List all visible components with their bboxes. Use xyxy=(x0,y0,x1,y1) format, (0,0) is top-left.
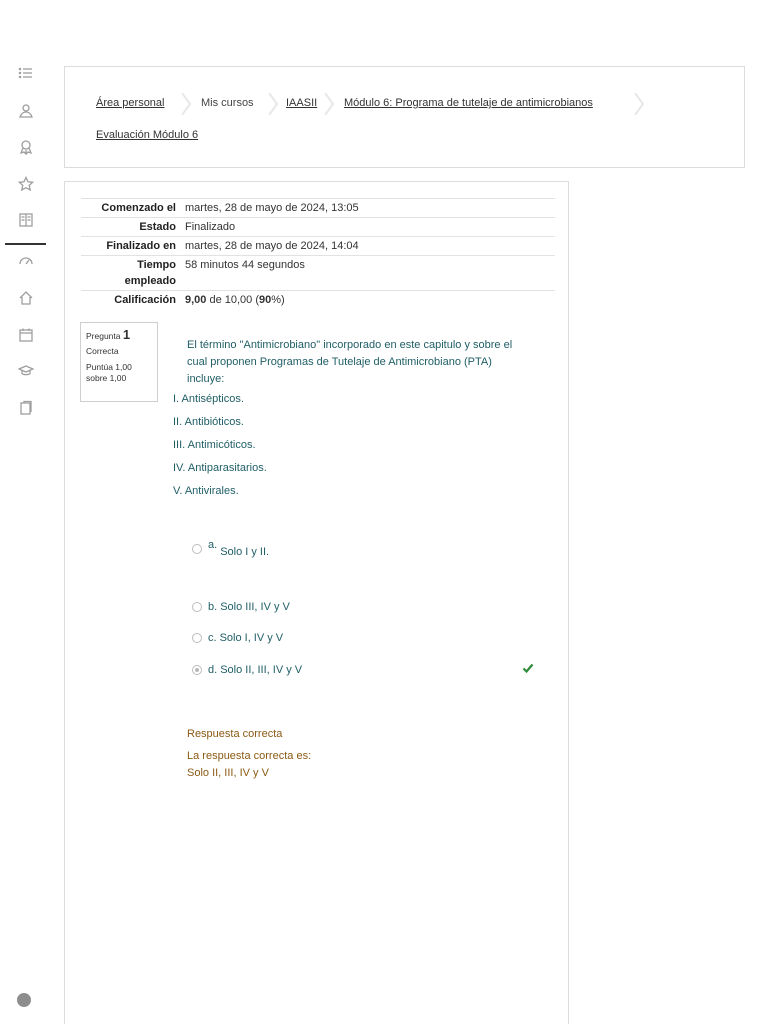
summary-label-line: empleado xyxy=(124,275,176,287)
question-number xyxy=(86,329,152,342)
correct-check-icon xyxy=(522,662,534,674)
home-icon[interactable] xyxy=(15,287,37,309)
award-icon[interactable] xyxy=(15,136,37,158)
accessibility-icon[interactable] xyxy=(17,993,31,1007)
summary-label: Comenzado el xyxy=(101,202,176,214)
breadcrumb-evaluacion[interactable]: Evaluación Módulo 6 xyxy=(96,129,199,141)
option-line: IV. Antiparasitarios. xyxy=(173,462,267,474)
book-icon[interactable] xyxy=(15,209,37,231)
answer-letter: b. xyxy=(208,601,218,613)
answer-option-a[interactable] xyxy=(192,539,270,558)
option-line: V. Antivirales. xyxy=(173,485,239,497)
sidebar-active-indicator xyxy=(5,243,46,245)
summary-row-time xyxy=(81,255,555,290)
summary-row-started xyxy=(81,198,555,217)
question-state: Correcta xyxy=(86,346,119,356)
summary-label: Finalizado en xyxy=(106,240,176,252)
chevron-right-icon xyxy=(181,93,191,115)
grade-mid: de 10,00 ( xyxy=(206,294,260,306)
summary-row-finished xyxy=(81,236,555,255)
feedback-title: Respuesta correcta xyxy=(187,728,283,740)
breadcrumb xyxy=(64,66,745,168)
question-text: El término "Antimicrobiano" incorporado en este capitulo y sobre el cual proponen Programas de Tutelaje de Antimicrobiano (PTA) incluye: xyxy=(187,339,513,385)
breadcrumb-mis-cursos[interactable]: Mis cursos xyxy=(201,97,254,109)
answer-option-d[interactable] xyxy=(192,664,302,676)
quiz-review-panel xyxy=(64,181,569,1024)
points-line: Puntúa 1,00 xyxy=(86,362,132,372)
answer-option-c[interactable] xyxy=(192,632,283,644)
summary-label xyxy=(81,257,185,289)
option-line: III. Antimicóticos. xyxy=(173,439,256,451)
question-num: 1 xyxy=(122,327,131,342)
summary-row-grade xyxy=(81,290,555,309)
answer-letter: a. xyxy=(208,539,218,551)
grade-end: %) xyxy=(271,294,285,306)
answer-letter: c. xyxy=(208,632,217,644)
summary-label-line: Tiempo xyxy=(137,259,176,271)
summary-label: Estado xyxy=(139,221,176,233)
radio-button-checked[interactable] xyxy=(192,665,202,675)
summary-value: martes, 28 de mayo de 2024, 13:05 xyxy=(185,202,359,214)
answer-text: Solo I, IV y V xyxy=(219,632,284,644)
feedback-answer: Solo II, III, IV y V xyxy=(187,767,269,779)
points-line: sobre 1,00 xyxy=(86,373,127,383)
answer-letter: d. xyxy=(208,664,218,676)
question-info-box xyxy=(80,322,158,402)
chevron-right-icon xyxy=(324,93,334,115)
dashboard-icon[interactable] xyxy=(15,250,37,272)
question-label: Pregunta xyxy=(86,331,121,341)
breadcrumb-area-personal[interactable]: Área personal xyxy=(96,97,165,109)
document-icon[interactable] xyxy=(15,397,37,419)
attempt-summary-table xyxy=(81,198,555,309)
chevron-right-icon xyxy=(268,93,278,115)
radio-button[interactable] xyxy=(192,544,202,554)
summary-value xyxy=(185,292,555,308)
radio-button[interactable] xyxy=(192,602,202,612)
radio-button[interactable] xyxy=(192,633,202,643)
answer-text: Solo I y II. xyxy=(220,546,270,558)
option-line: I. Antisépticos. xyxy=(173,393,244,405)
answer-text: Solo II, III, IV y V xyxy=(220,664,303,676)
summary-label: Calificación xyxy=(114,294,176,306)
summary-row-state xyxy=(81,217,555,236)
summary-value: 58 minutos 44 segundos xyxy=(185,259,305,271)
summary-value: Finalizado xyxy=(185,221,236,233)
breadcrumb-iaasii[interactable]: IAASII xyxy=(286,97,318,109)
summary-value: martes, 28 de mayo de 2024, 14:04 xyxy=(185,240,359,252)
breadcrumb-modulo-6[interactable]: Módulo 6: Programa de tutelaje de antimicrobianos xyxy=(344,97,593,109)
question-options-list xyxy=(173,391,267,506)
chevron-right-icon xyxy=(634,93,644,115)
calendar-icon[interactable] xyxy=(15,324,37,346)
list-icon[interactable] xyxy=(15,62,37,84)
left-sidebar xyxy=(0,0,50,1024)
graduation-cap-icon[interactable] xyxy=(15,360,37,382)
grade-score: 9,00 xyxy=(185,294,207,306)
answer-text: Solo III, IV y V xyxy=(220,601,290,613)
answer-option-b[interactable] xyxy=(192,601,290,613)
grade-percent: 90 xyxy=(259,294,272,306)
feedback-label: La respuesta correcta es: xyxy=(187,750,312,762)
option-line: II. Antibióticos. xyxy=(173,416,244,428)
question-points xyxy=(86,362,152,384)
user-icon[interactable] xyxy=(15,100,37,122)
star-icon[interactable] xyxy=(15,173,37,195)
